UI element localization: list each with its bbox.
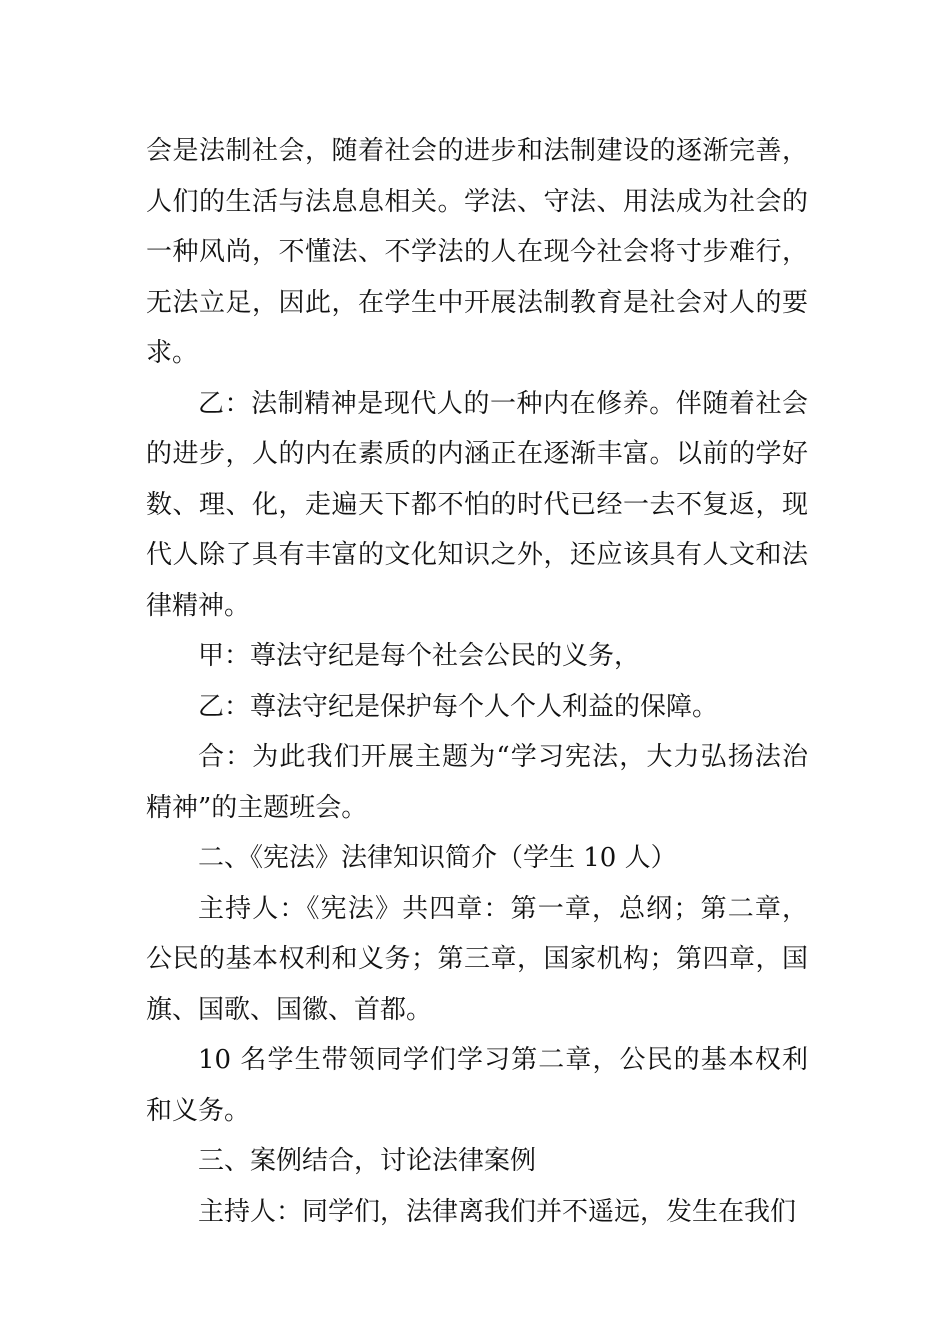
document-body — [146, 126, 808, 1237]
paragraph-host-constitution: 主持人：《宪法》共四章：第一章，总纲；第二章，公民的基本权利和义务；第三章，国家机构；第四章，国旗、国歌、国徽、首都。 — [146, 893, 808, 1025]
section-heading-constitution-intro: 二、《宪法》法律知识简介（学生 10 人） — [198, 843, 677, 873]
paragraph-continuation: 会是法制社会，随着社会的进步和法制建设的逐渐完善，人们的生活与法息息相关。学法、守法、用法成为社会的一种风尚，不懂法、不学法的人在现今社会将寸步难行，无法立足，因此，在学生中开展法制教育是社会对人的要求。 — [146, 136, 808, 368]
paragraph-host-cases: 主持人：同学们，法律离我们并不遥远，发生在我们 — [198, 1196, 797, 1227]
paragraph-yi-legal-spirit: 乙：法制精神是现代人的一种内在修养。伴随着社会的进步，人的内在素质的内涵正在逐渐丰富。以前的学好数、理、化，走遍天下都不怕的时代已经一去不复返，现代人除了具有丰富的文化知识之外，还应该具有人文和法律精神。 — [146, 388, 808, 621]
paragraph-jia-duty: 甲：尊法守纪是每个社会公民的义务， — [198, 641, 641, 671]
paragraph-ten-students: 10 名学生带领同学们学习第二章，公民的基本权利和义务。 — [146, 1045, 808, 1126]
paragraph-yi-protection: 乙：尊法守纪是保护每个人个人利益的保障。 — [198, 691, 719, 722]
paragraph-he-theme: 合：为此我们开展主题为“学习宪法，大力弘扬法治精神”的主题班会。 — [146, 742, 808, 823]
section-heading-case-discussion: 三、案例结合，讨论法律案例 — [198, 1146, 537, 1176]
